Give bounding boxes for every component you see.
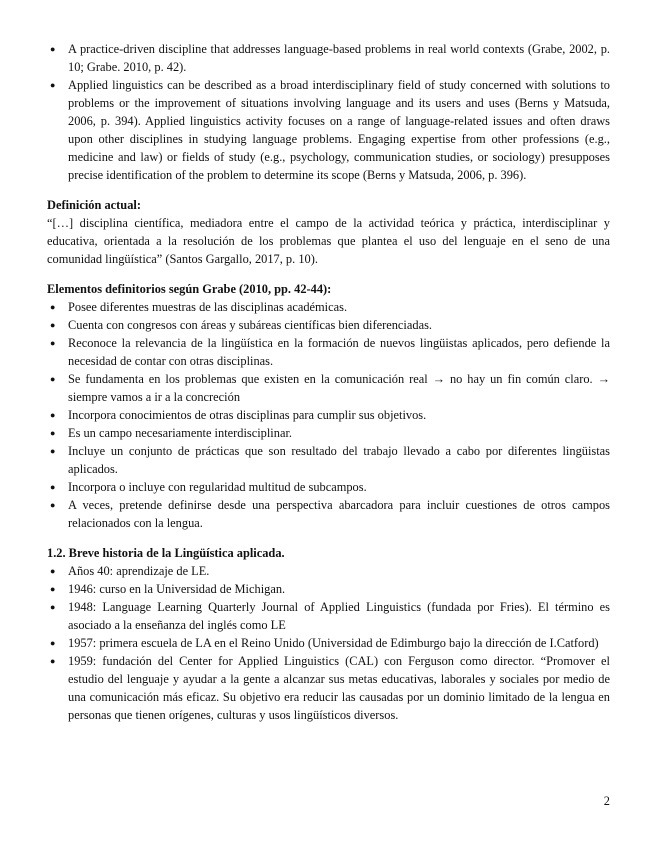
page-number: 2 [603,794,610,808]
list-item: ● 1946: curso en la Universidad de Michigan. [47,580,610,598]
list-item: ● Es un campo necesariamente interdisciplinar. [47,424,610,442]
applied-linguistics-list [47,40,610,184]
list-item: ● 1959: fundación del Center for Applied Linguistics (CAL) con Ferguson como director. “Promover el estudio del lenguaje y ayudar a la gente a alcanzar sus metas educativas, laborales y sociales por medio de una comunicación más eficaz. Su objetivo era reducir las causadas por un dominio limitado de la lengua en personas que tienen orígenes, culturas y usos lingüísticos diversos. [47,652,610,724]
list-item: ● Reconoce la relevancia de la lingüística en la formación de nuevos lingüistas aplicados, pero defiende la necesidad de contar con otras disciplinas. [47,334,610,370]
list-item: ● Años 40: aprendizaje de LE. [47,562,610,580]
list-item: ● Applied linguistics can be described as a broad interdisciplinary field of study concerned with solutions to problems or the improvement of situations involving language and its users and uses (Berns y Matsuda, 2006, p. 394). Applied linguistics activity focuses on a range of language-related issues and often draws upon other disciplines in studying language problems. Engaging expertise from other professions (e.g., medicine and law) or fields of study (e.g., psychology, communication studies, or sociology) presupposes precise identification of the problem to determine its scope (Berns y Matsuda, 2006, p. 396). [47,76,610,184]
document-page [47,40,610,724]
list-item: ● Posee diferentes muestras de las disciplinas académicas. [47,298,610,316]
list-item: ● 1957: primera escuela de LA en el Reino Unido (Universidad de Edimburgo bajo la dirección de I.Catford) [47,634,610,652]
list-item: ● 1948: Language Learning Quarterly Journal of Applied Linguistics (fundada por Fries). El término es asociado a la enseñanza del inglés como LE [47,598,610,634]
list-item: ● A veces, pretende definirse desde una perspectiva abarcadora para incluir cuestiones de otros campos relacionados con la lengua. [47,496,610,532]
historia-list [47,562,610,724]
definicion-text: “[…] disciplina científica, mediadora entre el campo de la actividad teórica y práctica, interdisciplinar y educativa, orientada a la resolución de los problemas que plantea el uso del lenguaje en el seno de una comunidad lingüística” (Santos Gargallo, 2017, p. 10). [47,216,610,266]
historia-heading: 1.2. Breve historia de la Lingüística aplicada. [47,546,285,560]
elementos-list [47,298,610,532]
list-item: ● Incorpora o incluye con regularidad multitud de subcampos. [47,478,610,496]
list-item: ● Se fundamenta en los problemas que existen en la comunicación real → no hay un fin común claro. → siempre vamos a ir a la concreción [47,370,610,406]
list-item: ● A practice-driven discipline that addresses language-based problems in real world contexts (Grabe, 2002, p. 10; Grabe. 2010, p. 42). [47,40,610,76]
list-item: ● Incluye un conjunto de prácticas que son resultado del trabajo llevado a cabo por diferentes lingüistas aplicados. [47,442,610,478]
elementos-heading: Elementos definitorios según Grabe (2010, pp. 42-44): [47,282,332,296]
definicion-heading: Definición actual: [47,198,141,212]
list-item: ● Cuenta con congresos con áreas y subáreas científicas bien diferenciadas. [47,316,610,334]
list-item: ● Incorpora conocimientos de otras disciplinas para cumplir sus objetivos. [47,406,610,424]
